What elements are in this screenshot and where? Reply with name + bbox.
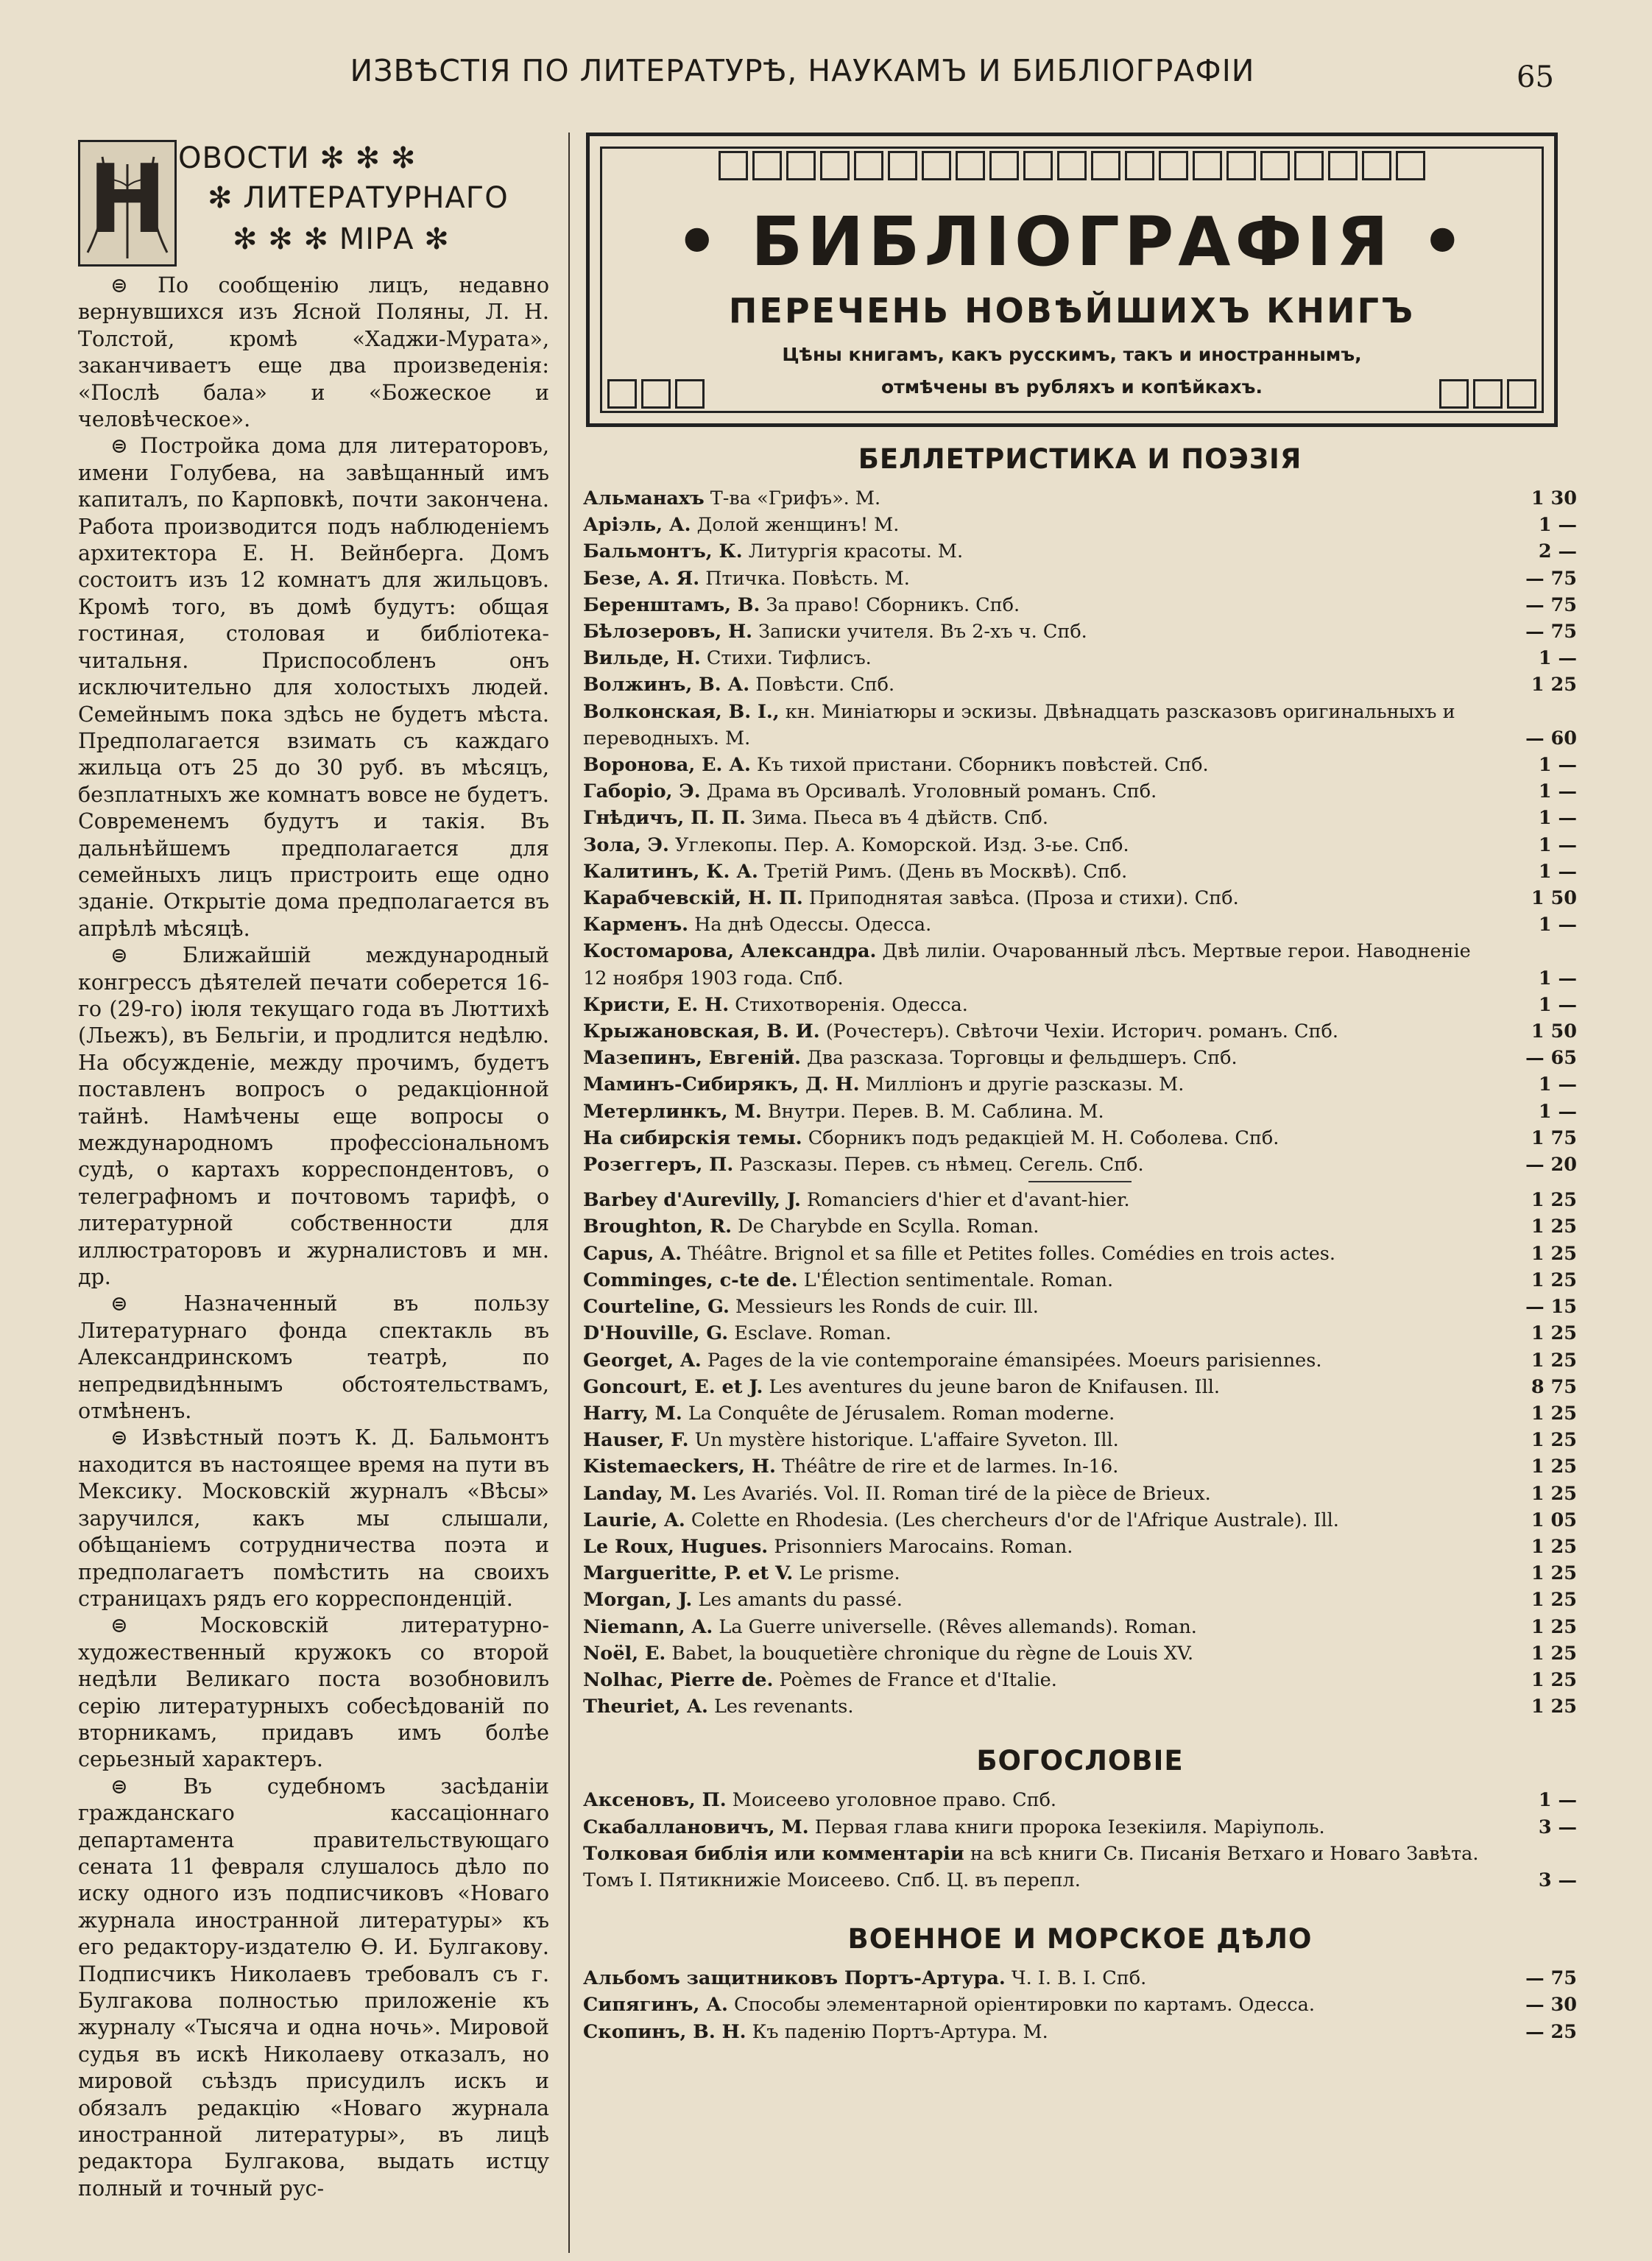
book-title: Первая глава книги пророка Іезекіиля. Маріуполь. <box>814 1816 1325 1838</box>
book-entry <box>583 1841 1577 1894</box>
book-price: — 75 <box>1525 593 1577 616</box>
book-title: Двѣ лиліи. Очарованный лѣсъ. Мертвые герои. Наводненіе 12 ноября 1903 года. Спб. <box>583 940 1471 990</box>
book-title: Способы элементарной оріентировки по картамъ. Одесса. <box>734 1994 1315 2017</box>
book-author: Калитинъ, К. А. <box>583 860 758 883</box>
book-entry <box>583 645 1577 671</box>
book-author: D'Houville, G. <box>583 1322 729 1345</box>
book-list <box>583 1965 1577 2045</box>
book-entry <box>583 1098 1577 1125</box>
book-author: Розеггеръ, П. <box>583 1154 734 1177</box>
book-entry <box>583 752 1577 778</box>
book-entry <box>583 992 1577 1018</box>
book-entry <box>583 805 1577 831</box>
book-title: Сборникъ подъ редакціей М. Н. Соболева. Спб. <box>808 1126 1279 1149</box>
book-author: Georget, A. <box>583 1349 702 1372</box>
book-entry <box>583 911 1577 938</box>
news-item: ⊜ Извѣстный поэтъ К. Д. Бальмонтъ находится въ настоящее время на пути въ Мексику. Московскій журналъ «Вѣсы» заручился, какъ мы слышали, обѣщаніемъ сотрудничества поэта и предполагаетъ помѣстить на своихъ страницахъ рядъ его корреспонденцій. <box>78 1425 549 1611</box>
book-entry <box>583 1640 1577 1667</box>
book-title: Птичка. Повѣсть. М. <box>705 567 910 590</box>
book-price: 1 25 <box>1531 1642 1577 1665</box>
book-title: За право! Сборникъ. Спб. <box>766 593 1020 616</box>
book-author: Theuriet, A. <box>583 1696 708 1718</box>
book-entry <box>583 1071 1577 1098</box>
book-price: 1 25 <box>1531 1535 1577 1558</box>
section-title: ВОЕННОЕ И МОРСКОЕ ДѢЛО <box>847 1923 1313 1955</box>
book-title: Разсказы. Перев. съ нѣмец. Сегель. Спб. <box>739 1154 1144 1177</box>
book-author: Крыжановская, В. И. <box>583 1020 820 1043</box>
initial-letter: Н <box>88 145 167 255</box>
book-price: 1 — <box>1538 1100 1577 1123</box>
book-price: 1 05 <box>1531 1509 1577 1531</box>
book-author: Карабчевскій, Н. П. <box>583 887 803 910</box>
book-entry <box>583 699 1577 752</box>
book-title: Pages de la vie contemporaine émansipées. Moeurs parisiennes. <box>707 1349 1322 1372</box>
book-title: Ч. І. В. І. Спб. <box>1011 1967 1147 1990</box>
book-price: 1 25 <box>1531 1429 1577 1452</box>
book-entry <box>583 1213 1577 1240</box>
book-price: 1 25 <box>1531 1269 1577 1291</box>
book-title: Къ паденію Портъ-Артура. М. <box>752 2020 1048 2043</box>
book-entry <box>583 1587 1577 1613</box>
book-title: De Charybde en Scylla. Roman. <box>738 1216 1039 1238</box>
book-entry <box>583 538 1577 565</box>
book-author: Карменъ. <box>583 914 689 937</box>
book-author: Аксеновъ, П. <box>583 1789 727 1812</box>
book-price: 1 — <box>1538 780 1577 803</box>
news-item: ⊜ По сообщенію лицъ, недавно вернувшихся изъ Ясной Поляны, Л. Н. Толстой, кромѣ «Хаджи-Мурата», заканчиваетъ еще два произведенія: «Послѣ бала» и «Божеское и человѣческое». <box>78 273 549 432</box>
book-price: 1 25 <box>1531 1589 1577 1612</box>
section-divider <box>1028 1181 1132 1182</box>
banner-ornament-top <box>678 151 1466 180</box>
book-price: 1 — <box>1538 514 1577 537</box>
book-title: На днѣ Одессы. Одесса. <box>694 914 932 937</box>
book-author: Бѣлозеровъ, Н. <box>583 621 753 643</box>
book-author: Вильде, Н. <box>583 647 701 670</box>
banner-note: отмѣчены въ рубляхъ и копѣйкахъ. <box>881 376 1263 398</box>
book-author: Кристи, Е. Н. <box>583 993 730 1016</box>
book-title: Стихи. Тифлисъ. <box>706 647 872 670</box>
book-entry <box>583 1693 1577 1720</box>
book-title: (Рочестеръ). Свѣточи Чехіи. Историч. романъ. Спб. <box>825 1020 1338 1043</box>
book-entry <box>583 858 1577 885</box>
book-entry <box>583 1560 1577 1587</box>
news-item: ⊜ Ближайшій международный конгрессъ дѣятелей печати соберется 16-го (29-го) іюля текущаго года въ Люттихѣ (Льежъ), въ Бельгіи, и продлится недѣлю. На обсужденіе, между прочимъ, будетъ поставленъ вопросъ о редакціонной тайнѣ. Намѣчены еще вопросы о международномъ профессіональномъ судѣ, о картахъ корреспондентовъ, о телеграфномъ и почтовомъ тарифѣ, о литературной собственности для иллюстраторовъ и журналистовъ и мн. др. <box>78 943 549 1290</box>
book-title: Romanciers d'hier et d'avant-hier. <box>806 1189 1130 1212</box>
book-author: Беренштамъ, В. <box>583 593 760 616</box>
book-price: 3 — <box>1538 1869 1577 1891</box>
book-entry <box>583 1294 1577 1320</box>
book-price: 1 25 <box>1531 1482 1577 1505</box>
book-price: 1 — <box>1538 1789 1577 1812</box>
book-entry <box>583 1427 1577 1453</box>
news-column <box>78 140 549 2253</box>
book-author: Воронова, Е. А. <box>583 754 751 777</box>
news-item: ⊜ Постройка дома для литераторовъ, имени Голубева, на завѣщанный имъ капиталъ, по Карповкѣ, почти закончена. Работа производится подъ наблюденіемъ архитектора Е. Н. Вейнберга. Домъ состоитъ изъ 12 комнатъ для жильцовъ. Кромѣ того, въ домѣ будутъ: общая гостиная, столовая и библіотека-читальня. Приспособленъ онъ исключительно для холостыхъ людей. Семейнымъ пока здѣсь не будетъ мѣста. Предполагается взимать съ каждаго жильца отъ 25 до 30 руб. въ мѣсяцъ, безплатныхъ же комнатъ вовсе не будетъ. Современемъ будутъ и такія. Въ дальнѣйшемъ предполагается для семейныхъ лицъ пристроить еще одно зданіе. Открытіе дома предполагается въ апрѣлѣ мѣсяцѣ. <box>78 434 549 941</box>
book-title: Théâtre. Brignol et sa fille et Petites folles. Comédies en trois actes. <box>688 1242 1335 1265</box>
book-price: 8 75 <box>1531 1375 1577 1398</box>
book-title: Приподнятая завѣса. (Проза и стихи). Спб. <box>808 887 1239 910</box>
book-entry <box>583 1814 1577 1841</box>
decorative-initial <box>78 140 177 267</box>
book-title: Messieurs les Ronds de cuir. Ill. <box>735 1296 1039 1319</box>
book-price: 1 — <box>1538 754 1577 777</box>
book-author: Morgan, J. <box>583 1589 693 1612</box>
book-price: 3 — <box>1538 1816 1577 1838</box>
book-author: Безе, А. Я. <box>583 567 700 590</box>
book-price: 1 — <box>1538 914 1577 937</box>
book-entry <box>583 1045 1577 1071</box>
book-author: Толковая библія или комментаріи <box>583 1842 964 1865</box>
book-title: Théâtre de rire et de larmes. In-16. <box>781 1456 1119 1478</box>
book-entry <box>583 1992 1577 2018</box>
book-title: Un mystère historique. L'affaire Syveton. Ill. <box>694 1429 1119 1452</box>
book-author: Мазепинъ, Евгеній. <box>583 1047 801 1070</box>
bibliography-banner <box>586 133 1558 427</box>
book-author: Аріэль, А. <box>583 514 691 537</box>
book-author: Laurie, A. <box>583 1509 685 1531</box>
news-heading <box>78 140 549 272</box>
book-price: 1 25 <box>1531 1402 1577 1425</box>
book-title: Les amants du passé. <box>698 1589 903 1612</box>
book-author: Barbey d'Aurevilly, J. <box>583 1189 801 1212</box>
book-title: Повѣсти. Спб. <box>755 674 895 696</box>
book-price: 1 25 <box>1531 1562 1577 1585</box>
book-title: Стихотворенія. Одесса. <box>735 993 968 1016</box>
news-item: ⊜ Въ судебномъ засѣданіи гражданскаго кассаціоннаго департамента правительствующаго сената 11 февраля слушалось дѣло по иску одного изъ подписчиковъ «Новаго журнала иностранной литературы» къ его редактору-издателю Ѳ. И. Булгакову. Подписчикъ Николаевъ требовалъ съ г. Булгакова полностью приложеніе къ журналу «Тысяча и одна ночь». Мировой судья въ искѣ Николаеву отказалъ, но мировой съѣздъ присудилъ искъ и обязалъ редакцію «Новаго журнала иностранной литературы», въ лицѣ редактора Булгакова, выдать истцу полный и точный рус- <box>78 1774 549 2201</box>
book-title: Les revenants. <box>713 1696 854 1718</box>
book-entry <box>583 512 1577 538</box>
book-price: — 25 <box>1525 2020 1577 2043</box>
book-entry <box>583 1667 1577 1693</box>
book-author: На сибирскія темы. <box>583 1126 802 1149</box>
book-title: Къ тихой пристани. Сборникъ повѣстей. Спб. <box>757 754 1209 777</box>
book-entry <box>583 485 1577 512</box>
book-author: Landay, M. <box>583 1482 697 1505</box>
book-title: La Conquête de Jérusalem. Roman moderne. <box>688 1402 1115 1425</box>
book-entry <box>583 565 1577 592</box>
book-author: Goncourt, E. et J. <box>583 1375 763 1398</box>
book-author: Скопинъ, В. Н. <box>583 2020 746 2043</box>
book-price: — 75 <box>1525 621 1577 643</box>
book-title: La Guerre universelle. (Rêves allemands). Roman. <box>719 1615 1197 1638</box>
book-author: Nolhac, Pierre de. <box>583 1668 774 1691</box>
book-price: 1 25 <box>1531 674 1577 696</box>
book-title: L'Élection sentimentale. Roman. <box>803 1269 1114 1291</box>
book-list <box>583 485 1577 1178</box>
book-entry <box>583 592 1577 618</box>
book-entry <box>583 1374 1577 1400</box>
book-entry <box>583 1481 1577 1507</box>
book-price: — 30 <box>1525 1994 1577 2017</box>
book-entry <box>583 671 1577 698</box>
book-entry <box>583 1320 1577 1347</box>
book-title: Моисеево уголовное право. Спб. <box>732 1789 1057 1812</box>
book-list <box>583 1187 1577 1720</box>
book-price: 1 — <box>1538 647 1577 670</box>
book-entry <box>583 1614 1577 1640</box>
banner-subtitle: ПЕРЕЧЕНЬ НОВѢЙШИХЪ КНИГЪ <box>728 291 1416 331</box>
book-title: Poèmes de France et d'Italie. <box>779 1668 1057 1691</box>
banner-note: Цѣны книгамъ, какъ русскимъ, такъ и иностраннымъ, <box>782 344 1362 365</box>
book-author: Скабаллановичъ, М. <box>583 1816 809 1838</box>
book-author: Костомарова, Александра. <box>583 940 877 963</box>
book-author: Альбомъ защитниковъ Портъ-Артура. <box>583 1967 1006 1990</box>
book-author: Broughton, R. <box>583 1216 733 1238</box>
book-price: 1 30 <box>1531 487 1577 509</box>
book-price: 1 25 <box>1531 1615 1577 1638</box>
book-author: Le Roux, Hugues. <box>583 1535 769 1558</box>
book-title: Драма въ Орсивалѣ. Уголовный романъ. Спб. <box>706 780 1157 803</box>
book-price: 1 25 <box>1531 1216 1577 1238</box>
book-title: Записки учителя. Въ 2-хъ ч. Спб. <box>758 621 1087 643</box>
book-author: Габоріо, Э. <box>583 780 701 803</box>
book-title: Третій Римъ. (День въ Москвѣ). Спб. <box>764 860 1128 883</box>
book-entry <box>583 1400 1577 1427</box>
news-heading-line: ✻ ✻ ✻ МІРА ✻ <box>233 222 450 256</box>
book-author: Noël, E. <box>583 1642 666 1665</box>
book-title: Babet, la bouquetière chronique du règne de Louis XV. <box>671 1642 1194 1665</box>
book-author: Метерлинкъ, М. <box>583 1100 762 1123</box>
book-entry <box>583 1241 1577 1267</box>
book-entry <box>583 938 1577 991</box>
book-price: 1 25 <box>1531 1322 1577 1345</box>
book-author: Margueritte, P. et V. <box>583 1562 794 1585</box>
page-number: 65 <box>1517 60 1554 94</box>
book-price: 1 — <box>1538 1073 1577 1096</box>
book-entry <box>583 618 1577 645</box>
section-title: БЕЛЛЕТРИСТИКА И ПОЭЗІЯ <box>858 443 1302 475</box>
column-divider <box>568 133 570 2253</box>
book-author: Сипягинъ, А. <box>583 1994 728 2017</box>
book-entry <box>583 1534 1577 1560</box>
book-title: кн. Миніатюры и эскизы. Двѣнадцать разсказовъ оригинальныхъ и переводныхъ. М. <box>583 700 1455 749</box>
book-title: Литургія красоты. М. <box>748 540 964 563</box>
book-entry <box>583 1151 1577 1178</box>
book-price: 1 25 <box>1531 1456 1577 1478</box>
book-title: Милліонъ и другіе разсказы. М. <box>865 1073 1185 1096</box>
news-item: ⊜ Московскій литературно-художественный кружокъ со второй недѣли Великаго поста возобновилъ серію литературныхъ собесѣдованій по вторникамъ, придавъ имъ болѣе серьезный характеръ. <box>78 1613 549 1772</box>
banner-title: • БИБЛІОГРАФІЯ • <box>675 202 1469 281</box>
book-author: Гнѣдичъ, П. П. <box>583 807 746 830</box>
book-price: — 20 <box>1525 1154 1577 1177</box>
book-price: 2 — <box>1538 540 1577 563</box>
book-price: 1 — <box>1538 967 1577 990</box>
book-price: 1 25 <box>1531 1349 1577 1372</box>
book-price: 1 75 <box>1531 1126 1577 1149</box>
book-price: — 60 <box>1525 727 1577 749</box>
book-price: — 65 <box>1525 1047 1577 1070</box>
book-title: Esclave. Roman. <box>734 1322 892 1345</box>
book-entry <box>583 1125 1577 1151</box>
book-price: 1 25 <box>1531 1696 1577 1718</box>
book-price: — 75 <box>1525 1967 1577 1990</box>
book-price: 1 — <box>1538 833 1577 856</box>
bibliography-column <box>583 133 1577 2253</box>
book-entry <box>583 1453 1577 1480</box>
book-author: Niemann, A. <box>583 1615 713 1638</box>
book-entry <box>583 778 1577 805</box>
book-title: Зима. Пьеса въ 4 дѣйств. Спб. <box>752 807 1048 830</box>
book-price: — 75 <box>1525 567 1577 590</box>
book-price: 1 — <box>1538 993 1577 1016</box>
book-entry <box>583 1965 1577 1992</box>
book-entry <box>583 1507 1577 1534</box>
book-entry <box>583 1018 1577 1045</box>
news-heading-line: ✻ ЛИТЕРАТУРНАГО <box>208 181 509 215</box>
book-title: Les Avariés. Vol. II. Roman tiré de la pièce de Brieux. <box>702 1482 1211 1505</box>
book-price: 1 25 <box>1531 1189 1577 1212</box>
book-price: 1 25 <box>1531 1242 1577 1265</box>
running-head: ИЗВѢСТІЯ ПО ЛИТЕРАТУРѢ, НАУКАМЪ И БИБЛІОГРАФІИ <box>350 53 1255 88</box>
book-entry <box>583 885 1577 911</box>
news-item: ⊜ Назначенный въ пользу Литературнаго фонда спектакль въ Александринскомъ театрѣ, по непредвидѣннымъ обстоятельствамъ, отмѣненъ. <box>78 1291 549 1424</box>
book-entry <box>583 1267 1577 1294</box>
book-title: Два разсказа. Торговцы и фельдшеръ. Спб. <box>807 1047 1238 1070</box>
book-author: Comminges, c-te de. <box>583 1269 798 1291</box>
book-title: Т-ва «Грифъ». М. <box>710 487 881 509</box>
book-author: Бальмонтъ, К. <box>583 540 743 563</box>
book-author: Hauser, F. <box>583 1429 689 1452</box>
book-title: Les aventures du jeune baron de Knifausen. Ill. <box>769 1375 1221 1398</box>
book-author: Kistemaeckers, H. <box>583 1456 776 1478</box>
book-author: Capus, A. <box>583 1242 682 1265</box>
book-author: Альманахъ <box>583 487 705 509</box>
book-title: Углекопы. Пер. А. Коморской. Изд. 3-ье. Спб. <box>674 833 1129 856</box>
book-author: Зола, Э. <box>583 833 669 856</box>
news-heading-line: ОВОСТИ ✻ ✻ ✻ <box>178 141 417 175</box>
book-title: Colette en Rhodesia. (Les chercheurs d'or de l'Afrique Australe). Ill. <box>691 1509 1339 1531</box>
book-entry <box>583 1187 1577 1213</box>
section-title: БОГОСЛОВІЕ <box>976 1745 1184 1777</box>
book-price: 1 50 <box>1531 887 1577 910</box>
book-price: 1 — <box>1538 860 1577 883</box>
book-entry <box>583 2019 1577 2045</box>
book-price: 1 50 <box>1531 1020 1577 1043</box>
book-list <box>583 1787 1577 1894</box>
book-entry <box>583 1787 1577 1813</box>
book-author: Волконская, В. І., <box>583 700 780 723</box>
book-price: 1 25 <box>1531 1668 1577 1691</box>
book-price: 1 — <box>1538 807 1577 830</box>
book-title: Долой женщинъ! М. <box>696 514 900 537</box>
book-title: Внутри. Перев. В. М. Саблина. М. <box>767 1100 1104 1123</box>
book-sections <box>583 443 1577 2045</box>
book-price: — 15 <box>1525 1296 1577 1319</box>
book-title: на всѣ книги Св. Писанія Ветхаго и Новаго Завѣта. Томъ І. Пятикнижіе Моисеево. Спб. Ц. въ перепл. <box>583 1842 1479 1891</box>
book-title: Prisonniers Marocains. Roman. <box>774 1535 1073 1558</box>
book-entry <box>583 832 1577 858</box>
book-author: Harry, M. <box>583 1402 682 1425</box>
news-body <box>78 272 549 2202</box>
book-author: Courteline, G. <box>583 1296 730 1319</box>
book-title: Le prisme. <box>799 1562 900 1585</box>
book-author: Волжинъ, В. А. <box>583 674 750 696</box>
book-author: Маминъ-Сибирякъ, Д. Н. <box>583 1073 860 1096</box>
book-entry <box>583 1347 1577 1374</box>
